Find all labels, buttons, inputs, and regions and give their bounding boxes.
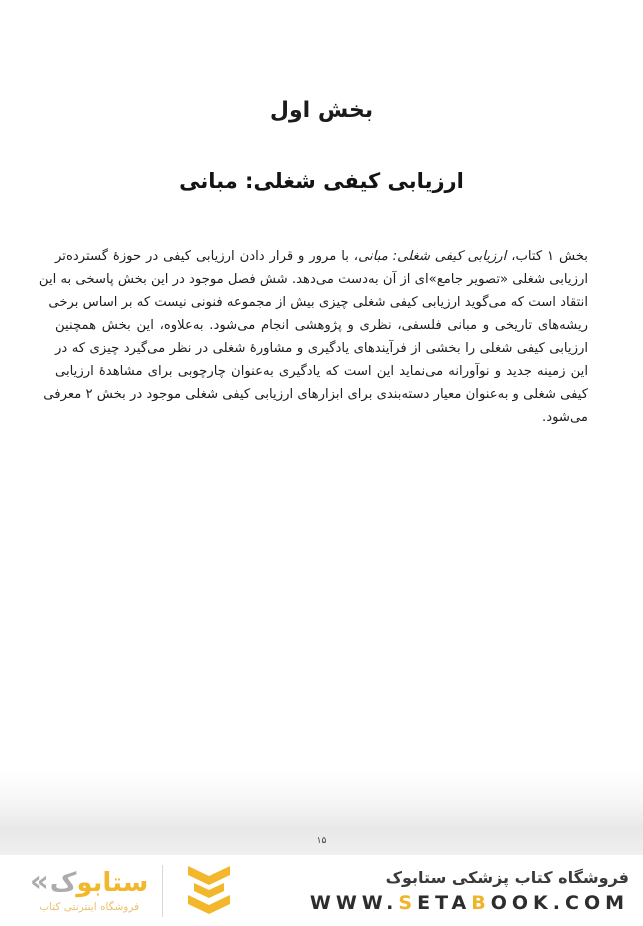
page-number: ۱۵ — [316, 836, 327, 846]
store-footer — [0, 855, 643, 926]
website-url: WWW.SETABOOK.COM — [309, 891, 629, 914]
footer-divider — [162, 865, 163, 917]
paragraph-line: این زمینه جدید و نوآورانه می‌نماید این است که یادگیری به‌عنوان چارچوبی برای مشاهدهٔ ارزیابی — [55, 364, 588, 379]
store-title: فروشگاه کتاب پزشکی ستابوک — [385, 867, 629, 887]
brand-tagline: فروشگاه اینترنتی کتاب — [39, 900, 140, 913]
chapter-title: ارزیابی کیفی شغلی: مبانی — [179, 169, 464, 193]
paragraph-line: بخش ۱ کتاب، ارزیابی کیفی شغلی: مبانی، با مرور و قرار دادن ارزیابی کیفی در حوزهٔ گسترده‌تر — [55, 249, 588, 264]
brand-name — [50, 870, 149, 896]
paragraph-line: می‌شود. — [542, 410, 588, 425]
brand-wordmark — [30, 863, 149, 913]
paragraph-line: انتقاد است که می‌گوید ارزیابی کیفی شغلی چیزی بیش از مجموعه فنونی نیست که بر اساس برخی — [48, 295, 588, 310]
brand-wordmark-row — [30, 863, 149, 898]
guillemet-icon: « — [30, 863, 49, 898]
paragraph-line: ارزیابی کیفی شغلی را بخشی از فرآیندهای یادگیری و مشاورهٔ شغلی در نظر می‌گیرد چیزی که در — [55, 341, 588, 356]
part-title: بخش اول — [269, 98, 374, 123]
brand-logo — [30, 864, 241, 918]
body-paragraph — [38, 245, 588, 429]
paragraph-line: کیفی شغلی و به‌عنوان معیار دسته‌بندی برای ابزارهای ارزیابی کیفی شغلی موجود در بخش ۲ معرفی — [43, 387, 588, 402]
paragraph-line: ارزیابی شغلی «تصویر جامع»ای از آن به‌دست می‌دهد. شش فصل موجود در این بخش پاسخی به این — [38, 272, 588, 287]
paragraph-line: ریشه‌های تاریخی و مبانی فلسفی، نظری و پژوهشی انجام می‌شود. به‌علاوه، این بخش همچنین — [55, 318, 588, 333]
store-info — [310, 868, 629, 914]
brand-name-yellow-part: ستابو — [76, 868, 149, 898]
brand-name-gray-part: ک — [49, 868, 77, 898]
setabook-chevron-emblem-icon — [177, 864, 241, 918]
